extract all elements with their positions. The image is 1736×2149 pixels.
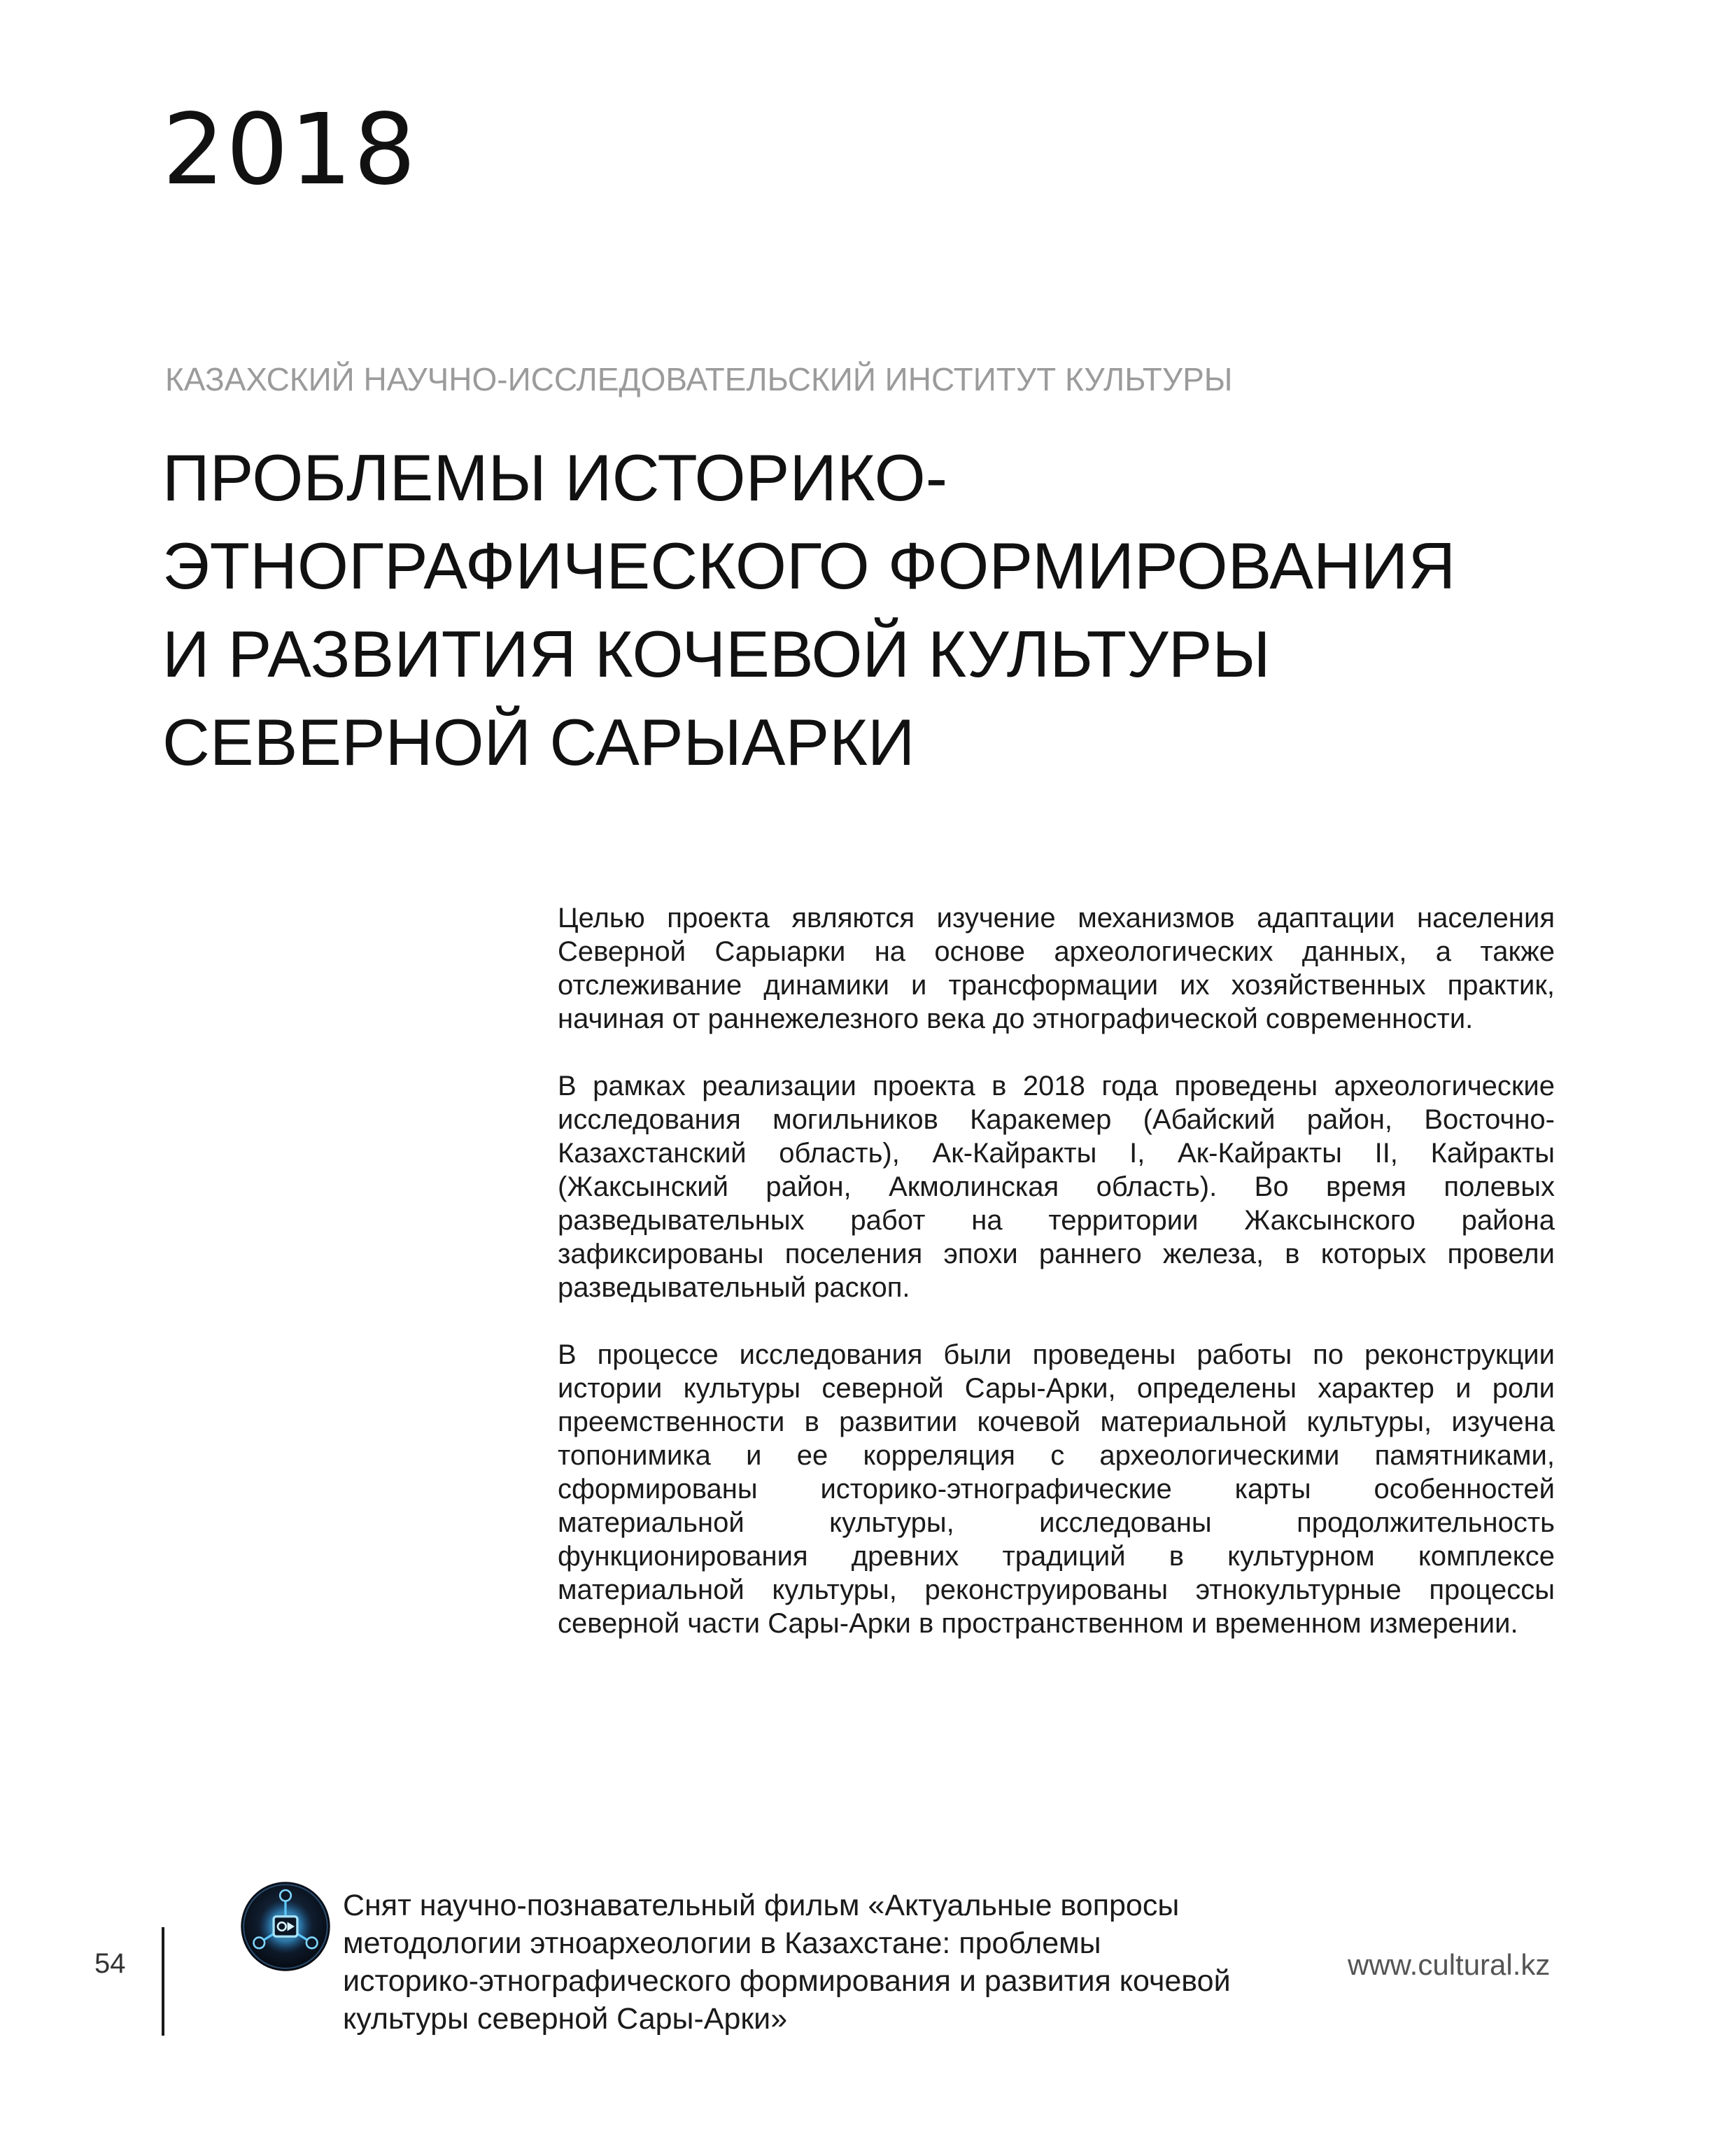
title-line: ЭТНОГРАФИЧЕСКОГО ФОРМИРОВАНИЯ [162,529,1456,603]
title-line: И РАЗВИТИЯ КОЧЕВОЙ КУЛЬТУРЫ [162,617,1271,691]
title-line: СЕВЕРНОЙ САРЫАРКИ [162,705,915,779]
film-note [343,1887,1336,2038]
title-line: ПРОБЛЕМЫ ИСТОРИКО- [162,441,948,514]
institute-name: КАЗАХСКИЙ НАУЧНО-ИССЛЕДОВАТЕЛЬСКИЙ ИНСТИТУТ КУЛЬТУРЫ [165,361,1233,397]
website-url[interactable]: www.cultural.kz [1348,1948,1551,1981]
paragraph-goal: Целью проекта являются изучение механизмов адаптации населения Северной Сарыарки на основе археологических данных, а также отслеживание динамики и трансформации их хозяйственных практик, начиная от раннежелезного века до этнографической современности. [558,903,1555,1034]
film-note-line: методологии этноархеологии в Казахстане: проблемы [343,1926,1101,1960]
film-note-line: Снят научно-познавательный фильм «Актуальные вопросы [343,1889,1180,1922]
paragraph-fieldwork: В рамках реализации проекта в 2018 года проведены археологические исследования могильников Каракемер (Абайский район, Восточно-Казахстанский область), Ак-Кайракты I, Ак-Кайракты II, Кайракты (Жаксынский район, Акмолинская область). Во время полевых разведывательных работ на территории Жаксынского района зафиксированы поселения эпохи раннего железа, в которых провели разведывательный раскоп. [558,1071,1555,1303]
page-title [162,434,1455,787]
film-note-line: культуры северной Сары-Арки» [343,2002,788,2036]
year-heading: 2018 [162,93,418,207]
footer-divider [162,1927,164,2036]
page-number: 54 [94,1948,126,1979]
film-reel-icon [240,1881,331,1972]
paragraph-results: В процессе исследования были проведены работы по реконструкции истории культуры северной Сары-Арки, определены характер и роли преемственности в развитии кочевой материальной культуры, изучена топонимика и ее корреляция с археологическими памятниками, сформированы историко-этнографические карты особенностей материальной культуры, исследованы продолжительность функционирования древних традиций в культурном комплексе материальной культуры, реконструированы этнокультурные процессы северной части Сары-Арки в пространственном и временном измерении. [558,1339,1555,1639]
film-note-line: историко-этнографического формирования и развития кочевой [343,1964,1231,1998]
article-body [558,901,1555,1674]
